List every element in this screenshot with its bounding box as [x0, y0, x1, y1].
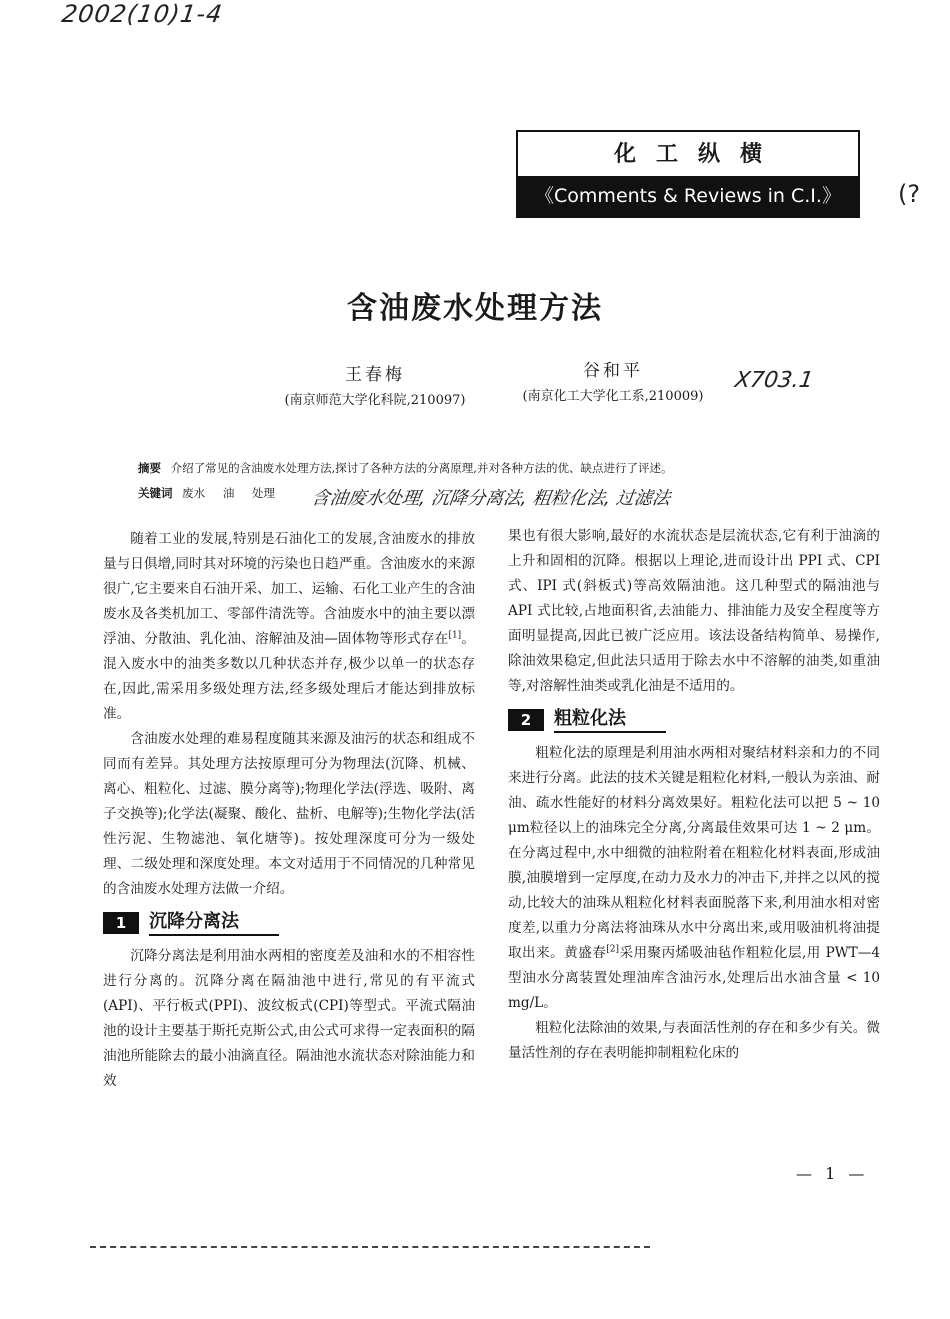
body-column-right: [508, 524, 880, 1066]
section-heading: [103, 910, 475, 936]
author-affiliation: (南京化工大学化工系,210009): [522, 389, 704, 404]
author-block: [498, 356, 728, 404]
body-paragraph: 沉降分离法是利用油水两相的密度差及油和水的不相容性进行分离的。沉降分离在隔油池中进行,常见的有平流式(API)、平行板式(PPI)、波纹板式(CPI)等型式。平流式隔油池的设计主要基于斯托克斯公式,由公式可求得一定表面积的隔油池所能除去的最小油滴直径。隔油池水流状态对除油能力和效: [103, 948, 475, 1089]
author-name: 谷和平: [583, 361, 643, 381]
abstract: [138, 460, 838, 476]
handwritten-top-note: 2002(10)1-4: [60, 0, 225, 28]
page-number: — 1 —: [796, 1164, 869, 1183]
keyword: 废水: [182, 486, 206, 500]
section-number: 2: [508, 709, 544, 731]
body-paragraph: 粗粒化法除油的效果,与表面活性剂的存在和多少有关。微量活性剂的存在表明能抑制粗粒化床的: [508, 1020, 880, 1061]
column-name-zh: 化工纵横: [613, 142, 782, 167]
footer-divider: [90, 1246, 650, 1248]
author-affiliation: (南京师范大学化科院,210097): [284, 393, 466, 408]
body-paragraph: 含油废水处理的难易程度随其来源及油污的状态和组成不同而有差异。其处理方法按原理可分为物理法(沉降、机械、离心、粗粒化、过滤、膜分离等);物理化学法(浮选、吸附、离子交换等);化学法(凝聚、酸化、盐析、电解等);生物化学法(活性污泥、生物滤池、氧化塘等)。按处理深度可分为一级处理、二级处理和深度处理。本文对适用于不同情况的几种常见的含油废水处理方法做一介绍。: [103, 731, 475, 897]
author-block: [255, 360, 495, 408]
keyword: 处理: [251, 486, 275, 500]
column-name-en: 《Comments & Reviews in C.I.》: [518, 176, 858, 216]
column-header-box: [516, 130, 860, 218]
section-title: 粗粒化法: [554, 707, 666, 733]
reference-mark: [1]: [448, 630, 462, 641]
abstract-label: 摘要: [138, 461, 161, 475]
body-paragraph: [508, 741, 880, 1016]
reference-mark: [2]: [606, 944, 620, 955]
keyword: 油: [222, 486, 235, 500]
body-column-left: [103, 527, 475, 1094]
article-title: 含油废水处理方法: [347, 291, 603, 326]
keywords: [138, 485, 289, 501]
body-paragraph: [103, 527, 475, 727]
handwritten-margin-mark: (?: [898, 180, 921, 208]
section-title: 沉降分离法: [149, 910, 279, 936]
abstract-text: 介绍了常见的含油废水处理方法,探讨了各种方法的分离原理,并对各种方法的优、缺点进行了评述。: [170, 461, 673, 475]
paragraph-text: 随着工业的发展,特别是石油化工的发展,含油废水的排放量与日俱增,同时其对环境的污染也日趋严重。含油废水的来源很广,它主要来自石油开采、加工、运输、石化工业产生的含油废水及各类机加工、零部件清洗等。含油废水中的油主要以漂浮油、分散油、乳化油、溶解油及油—固体物等形式存在: [103, 531, 475, 647]
section-heading: [508, 707, 880, 733]
paragraph-text: 粗粒化法的原理是利用油水两相对聚结材料亲和力的不同来进行分离。此法的技术关键是粗粒化材料,一般认为亲油、耐油、疏水性能好的材料分离效果好。粗粒化法可以把 5 ~ 10 μm粒径以上的油珠完全分离,分离最佳效果可达 1 ~ 2 μm。在分离过程中,水中细微的油粒附着在粗粒化材料表面,形成油膜,油膜增到一定厚度,在动力及水力的冲击下,并拌之以风的搅动,比较大的油珠从粗粒化材料表面脱落下来,利用油水相对密度差,以重力分离法将油珠从水中分离出来,或用吸油机将油提取出来。黄盛春: [508, 745, 880, 961]
keywords-label: 关键词: [138, 486, 173, 500]
author-name: 王春梅: [345, 365, 405, 385]
section-number: 1: [103, 912, 139, 934]
paragraph-text: 采用聚丙烯吸油毡作粗粒化层,用 PWT—4 型油水分离装置处理油库含油污水,处理后出水油含量 < 10 mg/L。: [508, 945, 880, 1011]
paragraph-text: 。混入废水中的油类多数以几种状态并存,极少以单一的状态存在,因此,需采用多级处理方法,经多级处理后才能达到排放标准。: [103, 631, 476, 722]
handwritten-keywords: 含油废水处理, 沉降分离法, 粗粒化法, 过滤法: [310, 488, 672, 509]
handwritten-class-number: X703.1: [733, 368, 815, 393]
body-paragraph: 果也有很大影响,最好的水流状态是层流状态,它有利于油滴的上升和固相的沉降。根据以上理论,进而设计出 PPI 式、CPI 式、IPI 式(斜板式)等高效隔油池。这几种型式的隔油池与 API 式比较,占地面积省,去油能力、排油能力及安全程度等方面明显提高,因此已被广泛应用。该法设备结构简单、易操作,除油效果稳定,但此法只适用于除去水中不溶解的油类,如重油等,对溶解性油类或乳化油是不适用的。: [508, 528, 880, 694]
